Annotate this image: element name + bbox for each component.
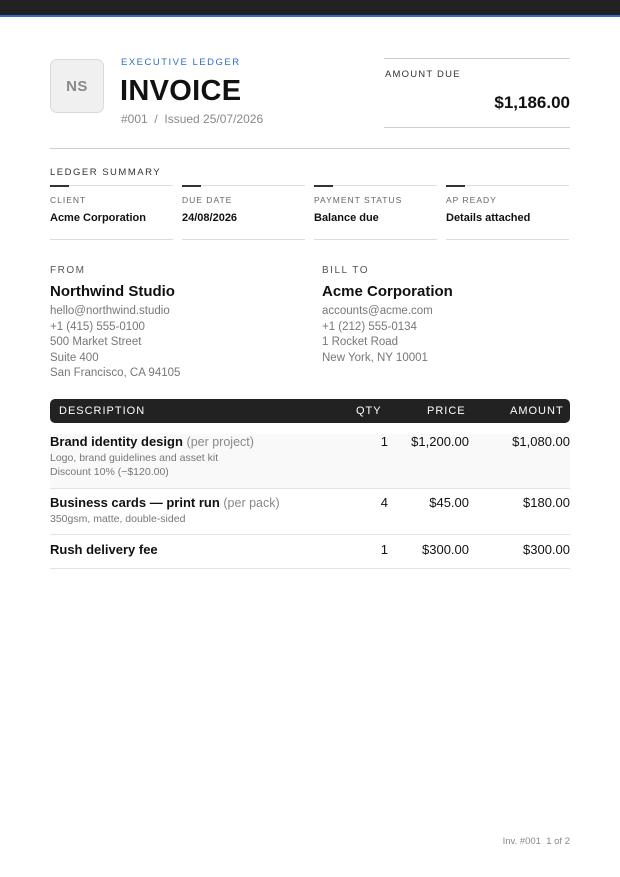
summary-cell-payment-status (314, 185, 437, 240)
bill-to-name: Acme Corporation (322, 283, 453, 300)
bill-to-phone: +1 (212) 555-0134 (322, 320, 417, 333)
summary-value: Balance due (314, 212, 379, 224)
line-item-qty: 4 (380, 495, 388, 510)
bill-to-address-line: 1 Rocket Road (322, 336, 399, 348)
from-address-line: Suite 400 (50, 351, 99, 364)
amount-due-box (384, 58, 570, 128)
logo-initials: NS (66, 77, 88, 95)
line-item-amount: $1,080.00 (512, 434, 570, 449)
line-item-unit: (per pack) (223, 496, 280, 510)
from-label: FROM (50, 265, 86, 276)
summary-label: DUE DATE (182, 195, 233, 205)
top-accent-bar (0, 0, 620, 17)
from-phone: +1 (415) 555-0100 (50, 320, 145, 333)
from-address-line: 500 Market Street (50, 336, 142, 348)
bill-to-label: BILL TO (322, 265, 370, 276)
line-item-price: $1,200.00 (411, 434, 469, 449)
line-item-name (50, 434, 254, 449)
bill-to-address-line: New York, NY 10001 (322, 351, 428, 364)
line-item-description: 350gsm, matte, double-sided (50, 513, 186, 525)
line-item-name (50, 495, 280, 510)
line-item-title: Rush delivery fee (50, 542, 158, 557)
summary-label: PAYMENT STATUS (314, 195, 403, 205)
column-header-description: DESCRIPTION (59, 405, 146, 417)
table-row (50, 542, 570, 569)
from-name: Northwind Studio (50, 283, 175, 300)
bill-to-block (322, 265, 552, 366)
line-item-price: $45.00 (429, 495, 469, 510)
from-address-line: San Francisco, CA 94105 (50, 367, 181, 379)
summary-tick (50, 185, 69, 187)
summary-tick (314, 185, 333, 187)
company-logo (50, 59, 104, 113)
table-header (50, 399, 570, 423)
line-item-price: $300.00 (422, 542, 469, 557)
line-item-unit: (per project) (186, 435, 254, 449)
line-item-name (50, 542, 158, 557)
line-item-discount: Discount 10% (−$120.00) (50, 466, 169, 478)
line-item-amount: $180.00 (523, 495, 570, 510)
line-item-title: Brand identity design (50, 434, 183, 449)
summary-label: AP READY (446, 195, 497, 205)
summary-label: CLIENT (50, 195, 87, 205)
ledger-summary-heading: LEDGER SUMMARY (50, 167, 162, 178)
summary-tick (182, 185, 201, 187)
from-email: hello@northwind.studio (50, 305, 170, 317)
summary-cell-due-date (182, 185, 305, 240)
column-header-amount: AMOUNT (510, 405, 564, 417)
summary-value: 24/08/2026 (182, 212, 238, 224)
amount-due-label: AMOUNT DUE (385, 69, 461, 80)
table-row (50, 495, 570, 535)
line-item-description: Logo, brand guidelines and asset kit (50, 452, 219, 464)
line-item-title: Business cards — print run (50, 495, 220, 510)
summary-cell-ap-ready (446, 185, 569, 240)
from-block (50, 265, 280, 382)
summary-value: Acme Corporation (50, 212, 146, 224)
summary-tick (446, 185, 465, 187)
line-item-amount: $300.00 (523, 542, 570, 557)
bill-to-email: accounts@acme.com (322, 305, 433, 317)
page-footer: Inv. #001 1 of 2 (502, 836, 570, 847)
line-item-qty: 1 (380, 434, 388, 449)
document-kicker: EXECUTIVE LEDGER (121, 57, 241, 68)
column-header-price: PRICE (427, 405, 466, 417)
summary-cell-client (50, 185, 173, 240)
amount-due-value: $1,186.00 (494, 93, 570, 112)
summary-value: Details attached (446, 212, 531, 224)
line-item-qty: 1 (380, 542, 388, 557)
header-divider (50, 148, 570, 149)
invoice-meta: #001 / Issued 25/07/2026 (121, 112, 264, 126)
table-row (50, 434, 570, 489)
column-header-qty: QTY (356, 405, 382, 417)
page-title: INVOICE (120, 75, 242, 107)
